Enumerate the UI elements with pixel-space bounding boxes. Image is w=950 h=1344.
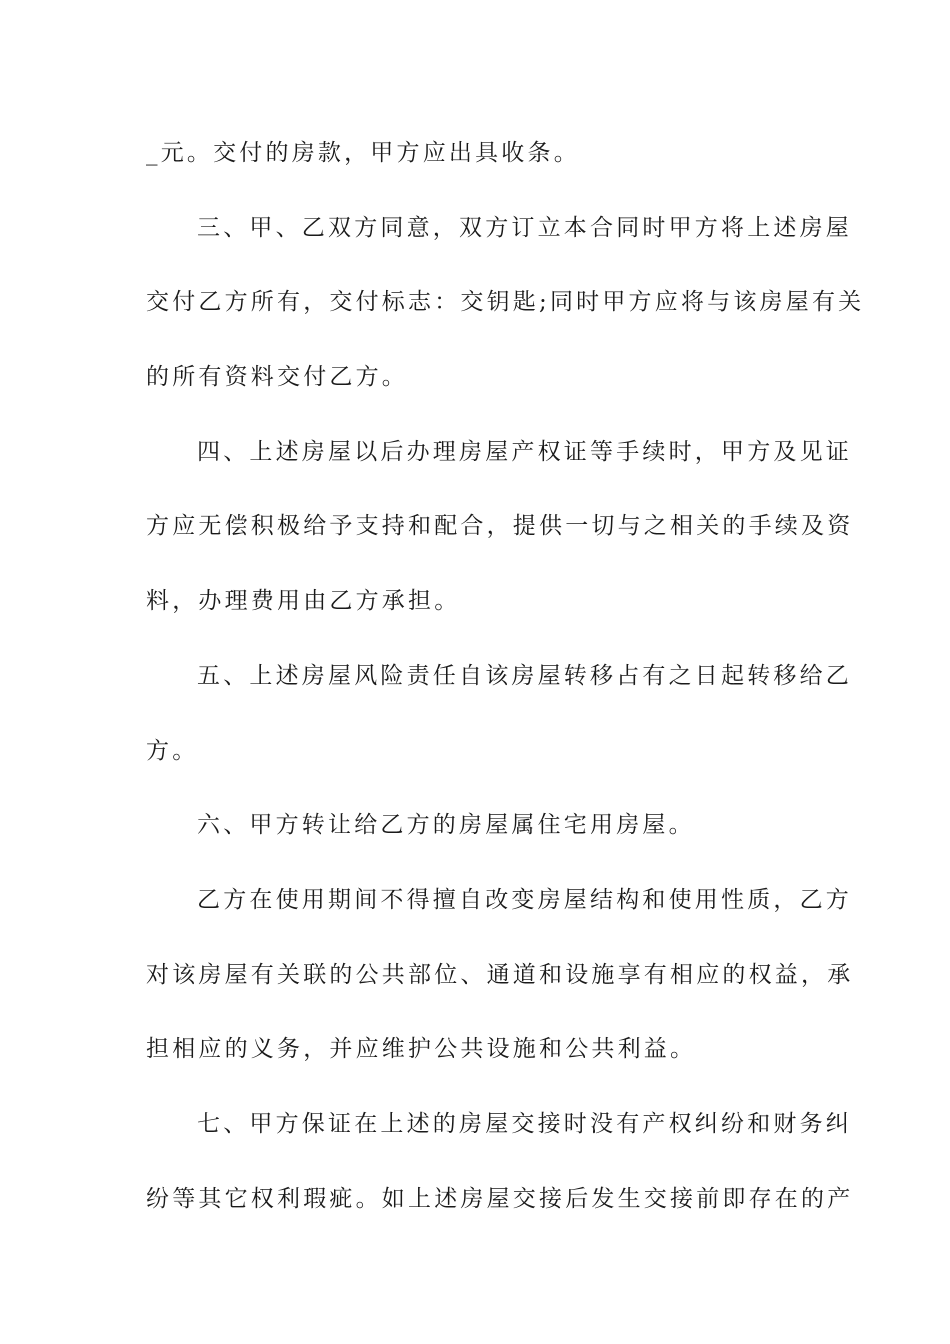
text-line: 方。 — [146, 737, 199, 764]
contract-text — [146, 128, 865, 1248]
text-line: 方应无偿积极给予支持和配合，提供一切与之相关的手续及资 — [146, 513, 854, 540]
text-line: _元。交付的房款，甲方应出具收条。 — [146, 140, 580, 166]
text-line: 担相应的义务，并应维护公共设施和公共利益。 — [146, 1036, 697, 1063]
text-line: 交付乙方所有，交付标志：交钥匙;同时甲方应将与该房屋有关 — [146, 289, 865, 316]
text-line: 纷等其它权利瑕疵。如上述房屋交接后发生交接前即存在的产 — [146, 1185, 854, 1212]
paragraph-line: 乙方在使用期间不得擅自改变房屋结构和使用性质，乙方 — [197, 886, 852, 913]
text-line: 料，办理费用由乙方承担。 — [146, 588, 461, 615]
clause-7-line: 七、甲方保证在上述的房屋交接时没有产权纠纷和财务纠 — [197, 1110, 852, 1137]
clause-3-line: 三、甲、乙双方同意，双方订立本合同时甲方将上述房屋 — [197, 214, 852, 241]
text-line: 对该房屋有关联的公共部位、通道和设施享有相应的权益，承 — [146, 961, 854, 988]
clause-5-line: 五、上述房屋风险责任自该房屋转移占有之日起转移给乙 — [197, 662, 852, 689]
text-line: 的所有资料交付乙方。 — [146, 364, 408, 391]
clause-4-line: 四、上述房屋以后办理房屋产权证等手续时，甲方及见证 — [197, 438, 852, 465]
clause-6-line: 六、甲方转让给乙方的房屋属住宅用房屋。 — [197, 812, 695, 839]
